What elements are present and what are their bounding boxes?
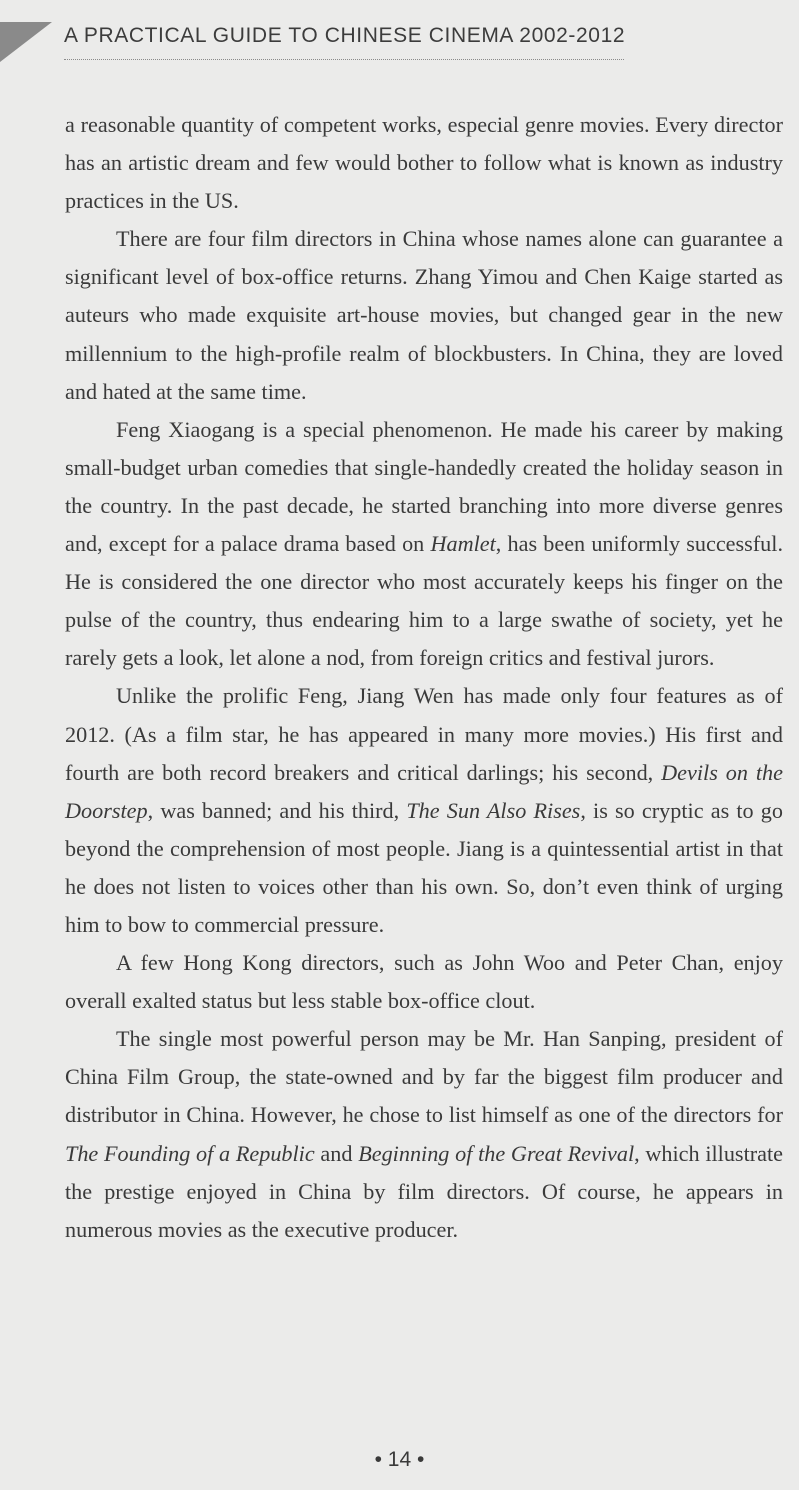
text-span: , which illustrate the prestige enjoyed in China by film directors. Of course, he appears in numerous movies as the executive producer. (65, 1140, 783, 1242)
text-span: , has been uniformly successful. He is considered the one director who most accurately keeps his finger on the pulse of the country, thus endearing him to a large swathe of society, yet he rarely gets a look, let alone a nod, from foreign critics and festival jurors. (65, 531, 783, 671)
text-span: The single most powerful person may be Mr. Han Sanping, president of China Film Group, the state-owned and by far the biggest film producer and distributor in China. However, he chose to list himself as one of the directors for (65, 1026, 783, 1128)
page-number: • 14 • (374, 1448, 425, 1471)
header-corner-tab (0, 22, 52, 62)
film-title: Devils on the Doorstep (65, 759, 783, 823)
paragraph-four-directors: There are four film directors in China whose names alone can guarantee a significant level of box-office returns. Zhang Yimou and Chen Kaige started as auteurs who made exquisite art-house movies, but changed gear in the new millennium to the high-profile realm of blockbusters. In China, they are loved and hated at the same time. (65, 226, 783, 404)
running-header: A PRACTICAL GUIDE TO CHINESE CINEMA 2002-2012 (64, 24, 626, 47)
film-title: Hamlet (430, 531, 496, 557)
header-dotted-rule (64, 59, 624, 60)
text-span: and (314, 1140, 359, 1166)
paragraph-continuation: a reasonable quantity of competent works, especial genre movies. Every director has an artistic dream and few would bother to follow what is known as industry practices in the US. (65, 112, 783, 214)
text-span: , is so cryptic as to go beyond the comprehension of most people. Jiang is a quintessential artist in that he does not listen to voices other than his own. So, don’t even think of urging him to bow to commercial pressure. (65, 797, 783, 937)
body-text (65, 106, 783, 1249)
paragraph-feng-xiaogang (65, 411, 783, 678)
text-span: Feng Xiaogang is a special phenomenon. He made his career by making small-budget urban comedies that single-handedly created the holiday season in the country. In the past decade, he started branching into more diverse genres and, except for a palace drama based on (65, 416, 783, 557)
paragraph-jiang-wen (65, 677, 783, 944)
paragraph-hong-kong-directors: A few Hong Kong directors, such as John Woo and Peter Chan, enjoy overall exalted status but less stable box-office clout. (65, 950, 783, 1014)
film-title: The Founding of a Republic (65, 1140, 315, 1166)
paragraph-han-sanping (65, 1020, 783, 1249)
text-span: , was banned; and his third, (147, 797, 407, 823)
text-span: Unlike the prolific Feng, Jiang Wen has made only four features as of 2012. (As a film star, he has appeared in many more movies.) His first and fourth are both record breakers and critical darlings; his second, (65, 683, 783, 785)
film-title: Beginning of the Great Revival (358, 1140, 635, 1166)
film-title: The Sun Also Rises (406, 797, 581, 823)
